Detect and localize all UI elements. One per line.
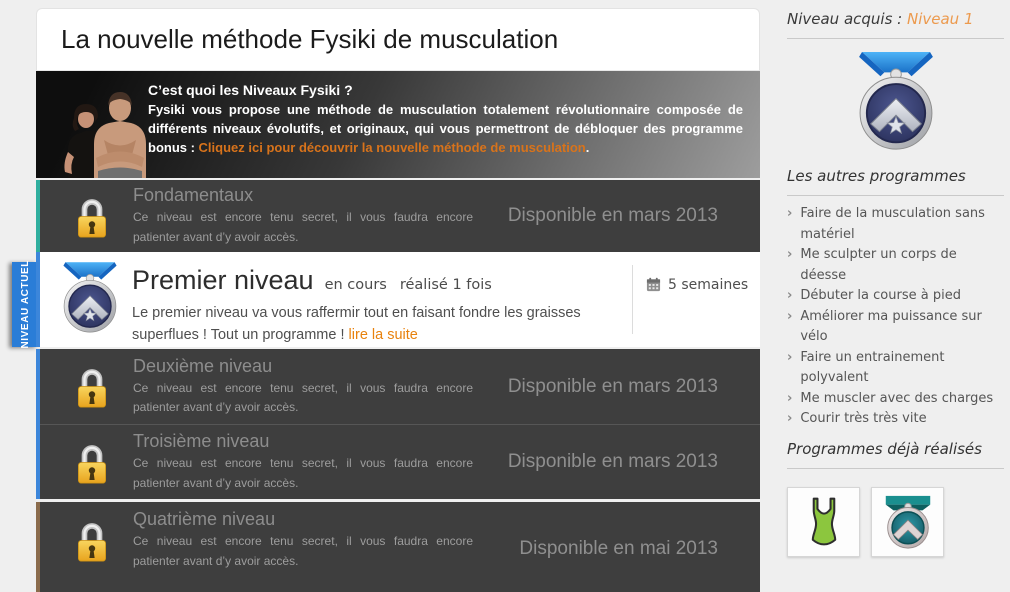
acquired-level-label: Niveau acquis : bbox=[787, 10, 907, 28]
level-row-troisieme-niveau bbox=[40, 424, 760, 499]
availability-label: Disponible en mars 2013 bbox=[507, 451, 718, 472]
divider bbox=[787, 38, 1004, 39]
level-row-quatrieme-niveau bbox=[36, 502, 760, 592]
current-level-title[interactable]: Premier niveau bbox=[132, 265, 314, 295]
acquired-level-line bbox=[787, 10, 1004, 28]
banner-body bbox=[148, 101, 743, 158]
list-item bbox=[787, 307, 1004, 348]
current-level-description bbox=[132, 303, 602, 347]
level-group-blue bbox=[36, 349, 760, 499]
banner-body-text: Fysiki vous propose une méthode de musculation totalement révolutionnaire composée de différents niveaux évolutifs, et originaux, qui vous permettront de débloquer des programme bonus : bbox=[148, 102, 743, 155]
banner-link[interactable]: Cliquez ici pour découvrir la nouvelle méthode de musculation bbox=[198, 139, 586, 155]
program-link[interactable]: Faire de la musculation sans matériel bbox=[800, 206, 985, 242]
athletes-photo bbox=[40, 78, 175, 178]
availability-label: Disponible en mars 2013 bbox=[507, 205, 718, 226]
teal-medal-badge-icon[interactable] bbox=[871, 487, 944, 557]
completed-badges bbox=[787, 487, 1004, 557]
chevron-right-icon: › bbox=[787, 206, 793, 221]
completed-programs-heading: Programmes déjà réalisés bbox=[787, 439, 982, 458]
lock-icon bbox=[73, 439, 111, 486]
level-row-premier-niveau[interactable] bbox=[36, 252, 760, 347]
current-level-progress: réalisé 1 fois bbox=[399, 277, 492, 293]
level-title: Fondamentaux bbox=[133, 185, 254, 206]
list-item bbox=[787, 204, 1004, 245]
level-description: Ce niveau est encore tenu secret, il vous faudra encore patienter avant d’y avoir accès. bbox=[133, 380, 473, 414]
other-programs-heading: Les autres programmes bbox=[787, 167, 966, 185]
medal-level-1-icon bbox=[857, 52, 935, 153]
current-level-tab bbox=[12, 262, 38, 347]
lock-icon bbox=[73, 517, 111, 564]
sidebar bbox=[787, 10, 1004, 557]
banner-link-suffix: . bbox=[585, 139, 590, 155]
program-link[interactable]: Améliorer ma puissance sur vélo bbox=[800, 308, 982, 345]
chevron-right-icon: › bbox=[787, 411, 793, 427]
current-level-tab-label: NIVEAU ACTUEL bbox=[19, 260, 31, 349]
level-row-fondamentaux bbox=[36, 180, 760, 252]
current-level-status: en cours bbox=[324, 277, 387, 293]
availability-label: Disponible en mars 2013 bbox=[507, 375, 718, 397]
banner-heading: C’est quoi les Niveaux Fysiki ? bbox=[148, 82, 353, 98]
level-description: Ce niveau est encore tenu secret, il vous faudra encore patienter avant d’y avoir accès. bbox=[133, 210, 473, 244]
level-description: Ce niveau est encore tenu secret, il vous faudra encore patienter avant d’y avoir accès. bbox=[133, 534, 473, 568]
divider bbox=[787, 195, 1004, 196]
program-link[interactable]: Me muscler avec des charges bbox=[800, 390, 994, 406]
program-link[interactable]: Courir très très vite bbox=[800, 411, 927, 427]
availability-label: Disponible en mai 2013 bbox=[519, 538, 718, 559]
list-item bbox=[787, 409, 1004, 430]
duration-block bbox=[632, 265, 748, 334]
intro-banner bbox=[36, 71, 760, 178]
level-title: Troisième niveau bbox=[133, 431, 270, 452]
level-title: Quatrième niveau bbox=[133, 509, 276, 530]
main-card bbox=[36, 8, 760, 592]
swimsuit-badge-icon[interactable] bbox=[787, 487, 860, 557]
level-title: Deuxième niveau bbox=[133, 355, 273, 376]
list-item bbox=[787, 286, 1004, 307]
page-title: La nouvelle méthode Fysiki de musculation bbox=[61, 24, 559, 54]
duration-label: 5 semaines bbox=[668, 277, 749, 293]
level-description: Ce niveau est encore tenu secret, il vous faudra encore patienter avant d’y avoir accès. bbox=[133, 456, 473, 490]
list-item bbox=[787, 348, 1004, 389]
lock-icon bbox=[73, 193, 111, 240]
program-link[interactable]: Débuter la course à pied bbox=[800, 288, 961, 304]
program-link[interactable]: Me sculpter un corps de déesse bbox=[800, 247, 957, 283]
chevron-right-icon: › bbox=[787, 390, 793, 406]
acquired-level-link[interactable]: Niveau 1 bbox=[907, 10, 974, 28]
divider bbox=[787, 468, 1004, 469]
medal-level-1-icon bbox=[62, 262, 118, 340]
other-programs-list bbox=[787, 204, 1004, 430]
list-item bbox=[787, 245, 1004, 286]
chevron-right-icon: › bbox=[787, 308, 793, 324]
lock-icon bbox=[73, 363, 111, 410]
calendar-icon bbox=[646, 277, 661, 292]
chevron-right-icon: › bbox=[787, 247, 793, 263]
level-row-deuxieme-niveau bbox=[40, 349, 760, 424]
read-more-link[interactable]: lire la suite bbox=[348, 326, 418, 343]
man-silhouette bbox=[94, 92, 146, 178]
program-link[interactable]: Faire un entrainement polyvalent bbox=[800, 349, 945, 386]
current-level-description-text: Le premier niveau va vous raffermir tout en faisant fondre les graisses superflues ! Tout un programme ! bbox=[132, 305, 581, 343]
chevron-right-icon: › bbox=[787, 349, 793, 365]
list-item bbox=[787, 389, 1004, 410]
page-header bbox=[36, 8, 760, 71]
chevron-right-icon: › bbox=[787, 288, 793, 304]
